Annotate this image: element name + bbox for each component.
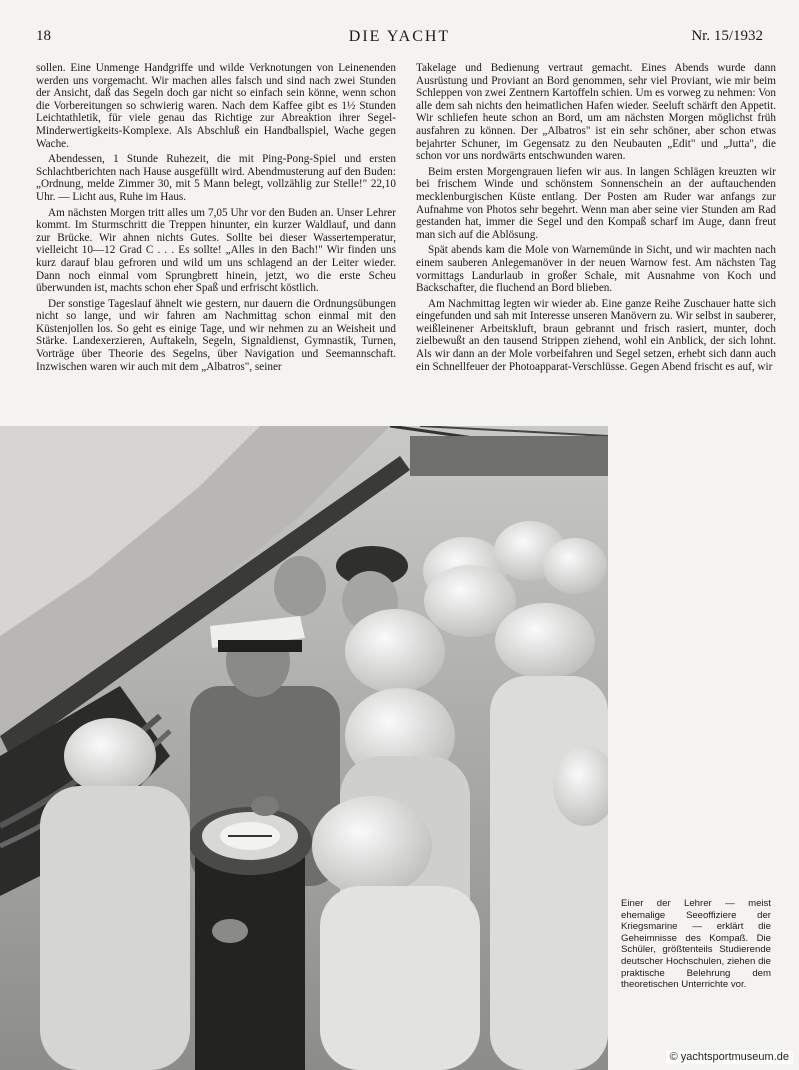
- article-column-right: [416, 62, 776, 402]
- magazine-title: DIE YACHT: [348, 28, 451, 45]
- paragraph: Am nächsten Morgen tritt alles um 7,05 Uhr vor den Buden an. Unser Lehrer kommt. Im Sturmschritt die Treppen hinunter, ein kurzer Waldlauf, und dann zur Brücke. Wir ahnen nichts Gutes. Sollte bei dieser Wassertemperatur, vielleicht 10—12 Grad C . . . Es sollte! „Alles in den Bach!" Wir finden uns kurz darauf blau gefroren und wild um uns schlagend an der Leiter wieder. Dann noch einmal vom Sprungbrett hinein, jetzt, wo die erste Scheu überwunden ist, machts schon eher Spaß und erfrischt köstlich.: [36, 206, 396, 295]
- paragraph: Takelage und Bedienung vertraut gemacht. Eines Abends wurde dann Ausrüstung und Proviant an Bord genommen, sehr viel Proviant, wie mir beim Schleppen von zwei Zentnern Kartoffeln schien. Um es vorweg zu nehmen: Von alle dem sah nichts den heimatlichen Hafen wieder. Seeluft schärft den Appetit. Wir schliefen heute schon an Bord, um am nächsten Morgen möglichst früh ausfahren zu können. Der „Albatros" ist ein sehr schöner, aber schon etwas bejahrter Schuner, im Gegensatz zu den Neubauten „Edit" und „Jutta", die schon vor uns nordwärts entschwunden waren.: [416, 62, 776, 163]
- photo-caption: Einer der Lehrer — meist ehemalige Seeoffiziere der Kriegsmarine — erklärt die Geheimnisse des Kompaß. Die Schüler, größtenteils Studierende deutscher Hochschulen, ziehen die praktische Belehrung dem theoretischen Unterrichte vor.: [621, 898, 771, 991]
- paragraph: Der sonstige Tageslauf ähnelt wie gestern, nur dauern die Ordnungsübungen nicht so lange, und wir fahren am Nachmittag schon einmal mit den Küstenjollen los. So geht es einige Tage, und wir nehmen zu an Weisheit und Stärke. Landexerzieren, Auftakeln, Segeln, Signaldienst, Gymnastik, Turnen, Vorträge über Theorie des Segelns, über Navigation und Seemannschaft. Inzwischen waren wir auch mit dem „Albatros", seiner: [36, 297, 396, 373]
- page-number: 18: [36, 28, 51, 44]
- paragraph: Spät abends kam die Mole von Warnemünde in Sicht, und wir machten nach einem sauberen Anlegemanöver in der neuen Warnow fest. Am nächsten Tag vormittags Landurlaub in großer Schale, mit Ausnahme von Koch und Backschafter, die fluchend an Bord blieben.: [416, 244, 776, 295]
- photo-illustration: [0, 426, 608, 1070]
- deck-photo: [0, 426, 608, 1070]
- paragraph: Abendessen, 1 Stunde Ruhezeit, die mit Ping-Pong-Spiel und ersten Schlachtberichten nach Hause ausgefüllt wird. Abendmusterung auf den Buden: „Ordnung, melde Zimmer 30, mit 5 Mann belegt, vollzählig zur Stelle!" 22,10 Uhr. — Licht aus, Ruhe im Haus.: [36, 153, 396, 203]
- paragraph: Beim ersten Morgengrauen liefen wir aus. In langen Schlägen kreuzten wir bei frischem Winde und schönstem Sonnenschein an der auftauchenden mecklenburgischen Küste entlang. Der Posten am Ruder war anfangs zur Aufnahme von Photos sehr begehrt. Wenn man aber seine vier Stunden am Rad gestanden hat, immer die Segel und den Kompaß scharf im Auge, dann freut man sich auf die Ablösung.: [416, 165, 776, 241]
- article-column-left: [36, 62, 396, 402]
- paragraph: Am Nachmittag legten wir wieder ab. Eine ganze Reihe Zuschauer hatte sich eingefunden und sah mit Interesse unseren Manövern zu. Wir selbst in sauberer, weißleinener Arbeitskluft, braun gebrannt und frisch rasiert, munter, doch zielbewußt an den tausend Strippen ziehend, wohl ein Anblick, der sich lohnt. Als wir dann an der Mole vorbeifahren und Segel setzen, erhebt sich dann auch ein Schnellfeuer der Photoapparat-Verschlüsse. Gegen Abend frischt es auf, wir: [416, 297, 776, 373]
- page-header: [36, 28, 763, 50]
- paragraph: sollen. Eine Unmenge Handgriffe und wilde Verknotungen von Leinenenden werden uns vorgemacht. Wir machen alles falsch und sind nach zwei Stunden der Ansicht, daß das Segeln doch gar nicht so einfach sein könne, wenn schon die Vorbereitungen so schwierig waren. Nach dem Kaffee gibt es 1½ Stunden Leichtathletik, für viele genau das Richtige zur Abreaktion ihrer Segel-Minderwertigkeits-Komplexe. Als Abschluß ein Handballspiel, Wache gegen Wache.: [36, 62, 396, 150]
- issue-number: Nr. 15/1932: [691, 28, 763, 44]
- watermark: © yachtsportmuseum.de: [666, 1050, 793, 1064]
